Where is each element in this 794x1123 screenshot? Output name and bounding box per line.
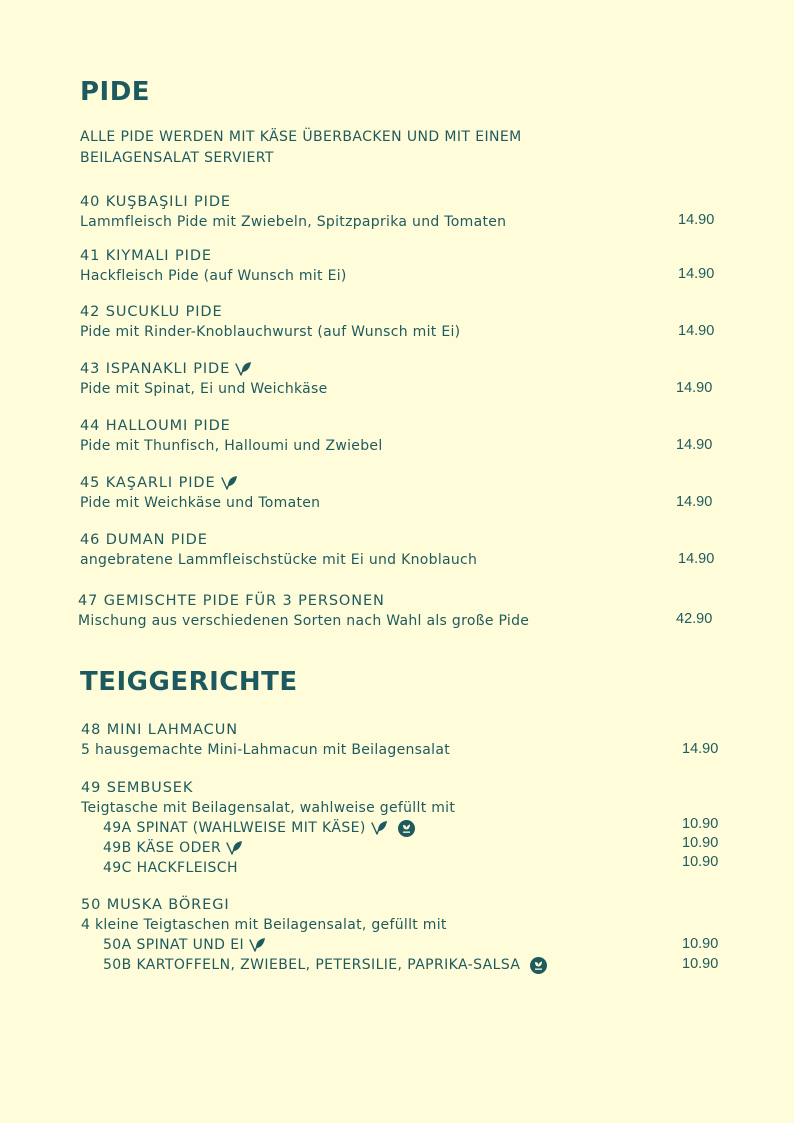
item-description: Lammfleisch Pide mit Zwiebeln, Spitzpaprika und Tomaten [80, 214, 507, 230]
item-name: 44 HALLOUMI PIDE [80, 418, 231, 434]
item-price: 14.90 [678, 323, 715, 339]
item-name: 40 KUŞBAŞILI PIDE [80, 194, 231, 210]
item-description: Hackfleisch Pide (auf Wunsch mit Ei) [80, 268, 347, 284]
item-name: 46 DUMAN PIDE [80, 532, 208, 548]
leaf-icon [225, 840, 243, 856]
item-name: 42 SUCUKLU PIDE [80, 304, 223, 320]
option-price: 10.90 [682, 835, 719, 851]
item-description: angebratene Lammfleischstücke mit Ei und Knoblauch [80, 552, 478, 568]
menu-item-47 [78, 591, 718, 631]
leaf-icon [234, 361, 252, 377]
item-name: 43 ISPANAKLI PIDE [80, 361, 231, 377]
menu-item-41 [80, 246, 720, 286]
menu-item-44 [80, 416, 720, 456]
menu-item-43 [80, 359, 720, 399]
item-price: 14.90 [676, 380, 713, 396]
item-description: Teigtasche mit Beilagensalat, wahlweise gefüllt mit [81, 800, 456, 816]
item-description: Mischung aus verschiedenen Sorten nach Wahl als große Pide [78, 613, 530, 629]
option-price: 10.90 [682, 956, 719, 972]
option-price: 10.90 [682, 816, 719, 832]
menu-item-49 [81, 778, 721, 878]
option-label: 50A SPINAT UND EI [103, 937, 244, 953]
pide-intro: ALLE PIDE WERDEN MIT KÄSE ÜBERBACKEN UND MIT EINEM BEILAGENSALAT SERVIERT [80, 129, 522, 166]
item-name: 49 SEMBUSEK [81, 780, 194, 796]
item-price: 14.90 [682, 741, 719, 757]
item-name: 47 GEMISCHTE PIDE FÜR 3 PERSONEN [78, 593, 385, 609]
item-description: Pide mit Thunfisch, Halloumi und Zwiebel [80, 438, 383, 454]
option-label: 49B KÄSE ODER [103, 840, 222, 856]
item-name: 50 MUSKA BÖREGI [81, 897, 230, 913]
menu-item-50 [81, 895, 721, 975]
section-title-teiggerichte: TEIGGERICHTE [80, 667, 298, 697]
section-title-pide: PIDE [80, 77, 151, 107]
item-name: 48 MINI LAHMACUN [81, 722, 238, 738]
vegan-badge-icon [398, 820, 415, 837]
item-price: 14.90 [678, 551, 715, 567]
item-name-row [80, 473, 720, 493]
item-description: Pide mit Spinat, Ei und Weichkäse [80, 381, 328, 397]
leaf-icon [248, 937, 266, 953]
menu-item-46 [80, 530, 720, 570]
item-price: 42.90 [676, 611, 713, 627]
menu-item-48 [81, 720, 721, 760]
menu-item-42 [80, 302, 720, 342]
leaf-icon [220, 475, 238, 491]
item-description: 4 kleine Teigtaschen mit Beilagensalat, gefüllt mit [81, 917, 447, 933]
menu-item-45 [80, 473, 720, 513]
item-name-row [80, 359, 720, 379]
item-price: 14.90 [678, 212, 715, 228]
leaf-icon [370, 820, 388, 836]
option-label: 49A SPINAT (WAHLWEISE MIT KÄSE) [103, 820, 366, 836]
option-50b [81, 955, 721, 975]
vegan-badge-icon [530, 957, 547, 974]
option-label: 50B KARTOFFELN, ZWIEBEL, PETERSILIE, PAPRIKA-SALSA [103, 957, 521, 973]
item-description: 5 hausgemachte Mini-Lahmacun mit Beilagensalat [81, 742, 451, 758]
item-description: Pide mit Rinder-Knoblauchwurst (auf Wunsch mit Ei) [80, 324, 461, 340]
item-price: 14.90 [678, 266, 715, 282]
item-description: Pide mit Weichkäse und Tomaten [80, 495, 321, 511]
option-label: 49C HACKFLEISCH [103, 860, 238, 876]
option-50a [81, 935, 721, 955]
option-49b [81, 838, 721, 858]
item-name: 45 KAŞARLI PIDE [80, 475, 216, 491]
option-49c [81, 858, 721, 878]
option-price: 10.90 [682, 936, 719, 952]
menu-item-40 [80, 192, 720, 232]
item-name: 41 KIYMALI PIDE [80, 248, 212, 264]
option-price: 10.90 [682, 854, 719, 870]
option-49a [81, 818, 721, 838]
item-price: 14.90 [676, 437, 713, 453]
item-price: 14.90 [676, 494, 713, 510]
